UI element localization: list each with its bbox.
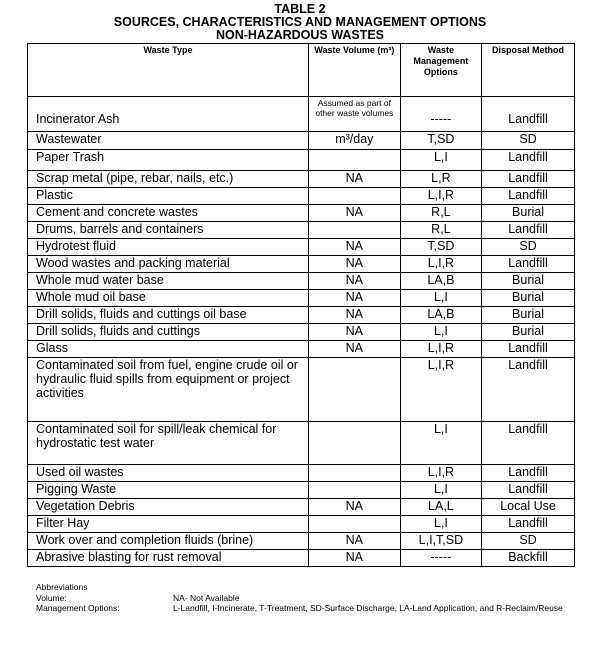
management-options-cell: L,I bbox=[400, 516, 481, 533]
waste-type-cell: Drums, barrels and containers bbox=[28, 222, 309, 239]
waste-type-cell: Vegetation Debris bbox=[28, 499, 309, 516]
disposal-method-cell: Landfill bbox=[482, 516, 575, 533]
management-options-cell: L,I,T,SD bbox=[400, 533, 481, 550]
table-row bbox=[28, 499, 575, 516]
disposal-method-cell: Landfill bbox=[482, 188, 575, 205]
disposal-method-cell: Landfill bbox=[482, 222, 575, 239]
header-management-options: Waste Management Options bbox=[400, 44, 481, 97]
disposal-method-cell: Burial bbox=[482, 290, 575, 307]
header-waste-type: Waste Type bbox=[28, 44, 309, 97]
options-abbrev-value: L-Landfill, I-Incinerate, T-Treatment, SD-Surface Discharge, LA-Land Application, and R-Reclaim/Reuse bbox=[173, 603, 563, 613]
disposal-method-cell: Landfill bbox=[482, 256, 575, 273]
management-options-cell: L,I bbox=[400, 150, 481, 171]
disposal-method-cell: Landfill bbox=[482, 358, 575, 422]
waste-type-cell: Scrap metal (pipe, rebar, nails, etc.) bbox=[28, 171, 309, 188]
waste-type-cell: Abrasive blasting for rust removal bbox=[28, 550, 309, 567]
table-row bbox=[28, 422, 575, 465]
disposal-method-cell: Landfill bbox=[482, 150, 575, 171]
disposal-method-cell: Burial bbox=[482, 273, 575, 290]
waste-type-cell: Incinerator Ash bbox=[28, 97, 309, 132]
waste-type-cell: Drill solids, fluids and cuttings bbox=[28, 324, 309, 341]
disposal-method-cell: Burial bbox=[482, 205, 575, 222]
disposal-method-cell: Landfill bbox=[482, 422, 575, 465]
volume-abbrev-label: Volume: bbox=[36, 593, 67, 603]
disposal-method-cell: Burial bbox=[482, 324, 575, 341]
waste-volume-cell: NA bbox=[308, 533, 400, 550]
management-options-cell: L,I bbox=[400, 482, 481, 499]
management-options-cell: L,I bbox=[400, 290, 481, 307]
header-waste-volume: Waste Volume (m³) bbox=[308, 44, 400, 97]
waste-type-cell: Hydrotest fluid bbox=[28, 239, 309, 256]
management-options-cell: ----- bbox=[400, 97, 481, 132]
waste-type-cell: Paper Trash bbox=[28, 150, 309, 171]
table-row bbox=[28, 222, 575, 239]
table-body bbox=[28, 97, 575, 567]
table-subtitle: NON-HAZARDOUS WASTES bbox=[215, 28, 385, 42]
waste-type-cell: Work over and completion fluids (brine) bbox=[28, 533, 309, 550]
management-options-cell: LA,B bbox=[400, 307, 481, 324]
management-options-cell: L,R bbox=[400, 171, 481, 188]
management-options-cell: T,SD bbox=[400, 132, 481, 150]
table-title: SOURCES, CHARACTERISTICS AND MANAGEMENT OPTIONS bbox=[113, 15, 487, 29]
table-row bbox=[28, 290, 575, 307]
table-row bbox=[28, 97, 575, 132]
waste-volume-cell bbox=[308, 358, 400, 422]
waste-type-cell: Contaminated soil for spill/leak chemical for hydrostatic test water bbox=[28, 422, 309, 465]
table-row bbox=[28, 132, 575, 150]
disposal-method-cell: Landfill bbox=[482, 482, 575, 499]
waste-volume-cell: NA bbox=[308, 324, 400, 341]
options-abbrev-label: Management Options: bbox=[36, 603, 120, 613]
table-row bbox=[28, 307, 575, 324]
table-row bbox=[28, 256, 575, 273]
management-options-cell: L,I bbox=[400, 324, 481, 341]
waste-type-cell: Plastic bbox=[28, 188, 309, 205]
management-options-cell: LA,L bbox=[400, 499, 481, 516]
table-row bbox=[28, 150, 575, 171]
waste-volume-cell bbox=[308, 465, 400, 482]
waste-type-cell: Contaminated soil from fuel, engine crude oil or hydraulic fluid spills from equipment or project activities bbox=[28, 358, 309, 422]
volume-abbrev-value: NA- Not Available bbox=[173, 593, 240, 603]
disposal-method-cell: SD bbox=[482, 239, 575, 256]
management-options-cell: L,I bbox=[400, 422, 481, 465]
table-row bbox=[28, 482, 575, 499]
waste-type-cell: Glass bbox=[28, 341, 309, 358]
disposal-method-cell: Backfill bbox=[482, 550, 575, 567]
disposal-method-cell: Landfill bbox=[482, 465, 575, 482]
table-row bbox=[28, 358, 575, 422]
waste-volume-cell: NA bbox=[308, 171, 400, 188]
waste-type-cell: Drill solids, fluids and cuttings oil base bbox=[28, 307, 309, 324]
header-disposal-method: Disposal Method bbox=[482, 44, 575, 97]
table-row bbox=[28, 273, 575, 290]
management-options-cell: R,L bbox=[400, 222, 481, 239]
waste-type-cell: Used oil wastes bbox=[28, 465, 309, 482]
waste-type-cell: Whole mud oil base bbox=[28, 290, 309, 307]
waste-volume-cell bbox=[308, 150, 400, 171]
management-options-cell: R,L bbox=[400, 205, 481, 222]
waste-type-cell: Wood wastes and packing material bbox=[28, 256, 309, 273]
waste-type-cell: Whole mud water base bbox=[28, 273, 309, 290]
disposal-method-cell: Local Use bbox=[482, 499, 575, 516]
waste-volume-cell: NA bbox=[308, 205, 400, 222]
waste-volume-cell: NA bbox=[308, 341, 400, 358]
abbreviations-heading: Abbreviations bbox=[36, 582, 88, 592]
disposal-method-cell: Burial bbox=[482, 307, 575, 324]
waste-volume-cell bbox=[308, 222, 400, 239]
table-row bbox=[28, 550, 575, 567]
waste-volume-cell: Assumed as part of other waste volumes bbox=[308, 97, 400, 132]
waste-volume-cell: NA bbox=[308, 499, 400, 516]
waste-table bbox=[27, 43, 575, 567]
header-row bbox=[28, 44, 575, 97]
disposal-method-cell: Landfill bbox=[482, 171, 575, 188]
table-row bbox=[28, 324, 575, 341]
management-options-cell: L,I,R bbox=[400, 256, 481, 273]
table-number: TABLE 2 bbox=[274, 2, 326, 16]
management-options-cell: L,I,R bbox=[400, 465, 481, 482]
table-row bbox=[28, 533, 575, 550]
waste-volume-cell: NA bbox=[308, 273, 400, 290]
waste-volume-cell bbox=[308, 422, 400, 465]
management-options-cell: L,I,R bbox=[400, 188, 481, 205]
table-row bbox=[28, 188, 575, 205]
management-options-cell: LA,B bbox=[400, 273, 481, 290]
table-row bbox=[28, 341, 575, 358]
waste-volume-cell: NA bbox=[308, 307, 400, 324]
waste-type-cell: Pigging Waste bbox=[28, 482, 309, 499]
waste-type-cell: Wastewater bbox=[28, 132, 309, 150]
table-row bbox=[28, 205, 575, 222]
management-options-cell: ----- bbox=[400, 550, 481, 567]
table-row bbox=[28, 516, 575, 533]
waste-volume-cell bbox=[308, 482, 400, 499]
disposal-method-cell: Landfill bbox=[482, 341, 575, 358]
table-row bbox=[28, 171, 575, 188]
disposal-method-cell: SD bbox=[482, 132, 575, 150]
management-options-cell: L,I,R bbox=[400, 341, 481, 358]
table-row bbox=[28, 465, 575, 482]
waste-volume-cell bbox=[308, 516, 400, 533]
management-options-cell: T,SD bbox=[400, 239, 481, 256]
waste-volume-cell bbox=[308, 188, 400, 205]
waste-volume-cell: m³/day bbox=[308, 132, 400, 150]
disposal-method-cell: Landfill bbox=[482, 97, 575, 132]
disposal-method-cell: SD bbox=[482, 533, 575, 550]
waste-volume-cell: NA bbox=[308, 290, 400, 307]
waste-volume-cell: NA bbox=[308, 550, 400, 567]
table-row bbox=[28, 239, 575, 256]
management-options-cell: L,I,R bbox=[400, 358, 481, 422]
waste-volume-cell: NA bbox=[308, 239, 400, 256]
waste-volume-cell: NA bbox=[308, 256, 400, 273]
waste-type-cell: Filter Hay bbox=[28, 516, 309, 533]
waste-type-cell: Cement and concrete wastes bbox=[28, 205, 309, 222]
